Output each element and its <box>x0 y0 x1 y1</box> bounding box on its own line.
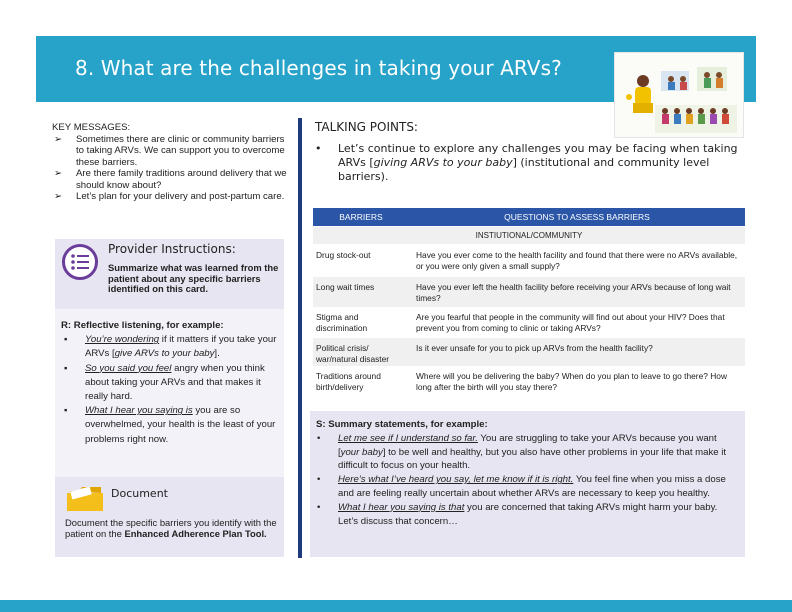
arrow-bullet-icon: ➢ <box>54 133 63 145</box>
reflective-listening-title: R: Reflective listening, for example: <box>61 320 224 331</box>
question-cell: Are you fearful that people in the community will find out about your HIV? Does that prevent you from coming to clinic or taking ARVs? <box>416 312 725 333</box>
question-cell: Is it ever unsafe for you to pick up ARVs from the health facility? <box>416 343 653 353</box>
summary-statements-title: S: Summary statements, for example: <box>316 419 488 430</box>
square-bullet-icon: ▪ <box>64 405 68 417</box>
bottom-band <box>0 600 792 612</box>
arrow-bullet-icon: ➢ <box>54 191 63 202</box>
question-cell: Have you ever left the health facility before receiving your ARVs because of long wait times? <box>416 282 731 303</box>
barrier-cell: Political crisis/ war/natural disaster <box>316 343 390 364</box>
list-item: • Let me see if I understand so far. You are struggling to take your ARVs because you want [your baby] to be well and healthy, but you also have other problems in your life that make it difficult to focus on your health. <box>317 432 727 472</box>
bullet-icon: • <box>317 474 321 486</box>
question-cell: Where will you be delivering the baby? When do you plan to leave to go there? How long after the birth will you stay there? <box>416 371 727 392</box>
bullet-icon: • <box>317 432 321 444</box>
checklist-icon <box>62 244 98 280</box>
bullet-icon: • <box>317 501 321 513</box>
reflective-listening-list <box>61 333 278 447</box>
arrow-bullet-icon: ➢ <box>54 168 63 179</box>
table-header-barriers: BARRIERS <box>313 208 409 226</box>
bullet-icon: • <box>315 142 322 155</box>
list-item: ➢ Sometimes there are clinic or community barriers to taking ARVs. We can support you to overcome these barriers. <box>54 133 285 168</box>
document-panel <box>55 477 284 557</box>
question-cell: Have you ever come to the health facility and found that there were no ARVs available, or you were only given a small supply? <box>416 250 738 271</box>
list-item: ➢ Let’s plan for your delivery and post-partum care. <box>54 191 285 202</box>
table-row <box>313 366 745 402</box>
folder-icon <box>65 485 105 513</box>
summary-statements-list <box>316 432 739 529</box>
key-messages <box>52 122 288 203</box>
provider-instructions-panel <box>55 239 284 309</box>
document-text: Document the specific barriers you identify with the patient on the Enhanced Adherence Plan Tool. <box>65 517 277 539</box>
barrier-cell: Long wait times <box>316 282 375 292</box>
counseling-illustration <box>614 52 744 138</box>
top-margin <box>0 0 792 36</box>
table-row <box>313 307 745 338</box>
table-row <box>313 338 745 366</box>
page-title: 8. What are the challenges in taking your ARVs? <box>75 56 562 80</box>
square-bullet-icon: ▪ <box>64 362 68 374</box>
provider-instructions-text: Summarize what was learned from the patient about any specific barriers identified on this card. <box>108 262 279 294</box>
square-bullet-icon: ▪ <box>64 334 68 346</box>
talking-points-title: TALKING POINTS: <box>315 120 418 134</box>
key-messages-list <box>52 134 288 203</box>
list-item: ➢ Are there family traditions around delivery that we should know about? <box>54 168 287 191</box>
barrier-cell: Traditions around birth/delivery <box>316 371 381 392</box>
summary-statements-panel <box>310 411 745 557</box>
talking-point-item: • Let’s continue to explore any challenges you may be facing when taking ARVs [giving ARVs to your baby] (institutional and community level barriers). <box>315 142 738 183</box>
provider-instructions-title: Provider Instructions: <box>108 242 236 256</box>
table-header-questions: QUESTIONS TO ASSESS BARRIERS <box>409 208 745 226</box>
key-messages-title: KEY MESSAGES: <box>52 122 131 133</box>
reflective-listening-panel <box>55 309 284 477</box>
barrier-cell: Stigma and discrimination <box>316 312 368 333</box>
table-row <box>313 245 745 277</box>
list-item: ▪ What I hear you saying is you are so overwhelmed, your health is the least of your problems right now. <box>64 405 276 445</box>
list-item: ▪ So you said you feel angry when you think about taking your ARVs and that makes it really hard. <box>64 362 265 403</box>
list-item: • What I hear you saying is that you are concerned that taking ARVs might harm your baby. Let’s discuss that concern… <box>317 501 718 527</box>
list-item: • Here’s what I’ve heard you say, let me know if it is right. You feel fine when you miss a dose and are feeling really uncertain about whether ARVs are necessary to keep you healthy. <box>317 474 726 499</box>
table-subheader: INSTIUTIONAL/COMMUNITY <box>313 227 745 244</box>
table-row <box>313 277 745 307</box>
document-title: Document <box>111 487 168 500</box>
barrier-cell: Drug stock-out <box>316 250 371 260</box>
column-divider <box>298 118 302 558</box>
list-item: ▪ You’re wondering if it matters if you take your ARVs [give ARVs to your baby]. <box>64 334 277 360</box>
